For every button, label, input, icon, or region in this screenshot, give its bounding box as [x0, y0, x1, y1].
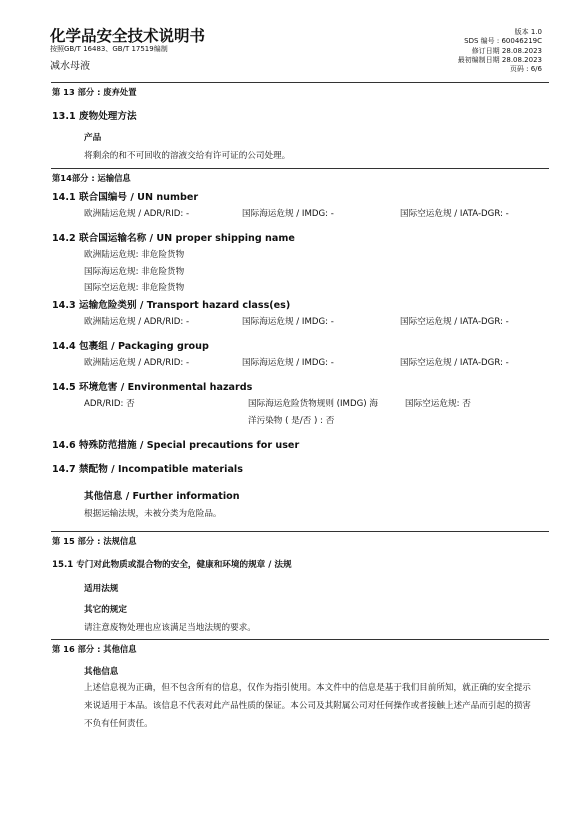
divider: [51, 639, 549, 640]
section-14-3-title: 14.3 运输危险类别 / Transport hazard class(es): [52, 300, 291, 311]
applicable-regulations-label: 适用法规: [84, 584, 119, 594]
imdg-marine-pollutant-cont: 洋污染物 ( 是/否 ) : 否: [248, 416, 335, 426]
section-13-1-title: 13.1 废物处理方法: [52, 111, 137, 122]
section-14-1-title: 14.1 联合国编号 / UN number: [52, 192, 199, 203]
iata-shipping-name: 国际空运危规: 非危险货物: [84, 283, 185, 293]
iata-value: 国际空运危规 / IATA-DGR: -: [400, 358, 509, 368]
standards-note: 按照GB/T 16483、GB/T 17519编制: [50, 45, 168, 53]
further-info-label: 其他信息 / Further information: [84, 491, 240, 502]
section-15-title: 第 15 部分 : 法规信息: [52, 536, 137, 546]
divider: [51, 168, 549, 169]
section-14-6-title: 14.6 特殊防范措施 / Special precautions for user: [52, 440, 300, 451]
product-label: 产品: [84, 133, 102, 143]
iata-env-hazard: 国际空运危规: 否: [405, 399, 471, 409]
iata-value: 国际空运危规 / IATA-DGR: -: [400, 209, 509, 219]
divider: [51, 82, 549, 83]
other-regulations-text: 请注意废物处理也应该满足当地法规的要求。: [84, 623, 256, 633]
section-14-7-title: 14.7 禁配物 / Incompatible materials: [52, 464, 243, 475]
section-16-title: 第 16 部分 : 其他信息: [52, 644, 137, 654]
imdg-value: 国际海运危规 / IMDG: -: [242, 209, 334, 219]
adr-env-hazard: ADR/RID: 否: [84, 399, 135, 409]
revision-date: 修订日期 28.08.2023: [471, 46, 542, 55]
further-info-text: 根据运输法规，未被分类为危险品。: [84, 509, 222, 519]
adr-shipping-name: 欧洲陆运危规: 非危险货物: [84, 250, 185, 260]
adr-value: 欧洲陆运危规 / ADR/RID: -: [84, 317, 190, 327]
other-regulations-label: 其它的规定: [84, 605, 127, 615]
document-title: 化学品安全技术说明书: [50, 27, 206, 45]
section-14-title: 第14部分 : 运输信息: [52, 173, 131, 183]
disclaimer-text: 上述信息视为正确，但不包含所有的信息，仅作为指引使用。本文件中的信息是基于我们目前所知，就正确的安全提示来说适用于本品。该信息不代表对此产品性质的保证。本公司及其附属公司对任何操作或者接触上述产品而引起的损害不负有任何责任。: [84, 683, 531, 729]
other-info-label: 其他信息: [84, 667, 119, 677]
divider: [51, 531, 549, 532]
iata-value: 国际空运危规 / IATA-DGR: -: [400, 317, 509, 327]
sds-number: SDS 编号 : 60046219C: [464, 37, 542, 46]
adr-value: 欧洲陆运危规 / ADR/RID: -: [84, 209, 190, 219]
document-meta: [458, 28, 542, 74]
imdg-value: 国际海运危规 / IMDG: -: [242, 358, 334, 368]
section-14-5-title: 14.5 环境危害 / Environmental hazards: [52, 382, 253, 393]
product-disposal-text: 将剩余的和不可回收的溶液交给有许可证的公司处理。: [84, 151, 291, 161]
imdg-shipping-name: 国际海运危规: 非危险货物: [84, 267, 185, 277]
product-name: 减水母液: [50, 61, 90, 72]
imdg-value: 国际海运危规 / IMDG: -: [242, 317, 334, 327]
section-13-title: 第 13 部分 : 废弃处置: [52, 87, 137, 97]
first-edit-date: 最初编制日期 28.08.2023: [457, 55, 542, 64]
section-14-2-title: 14.2 联合国运输名称 / UN proper shipping name: [52, 233, 295, 244]
adr-value: 欧洲陆运危规 / ADR/RID: -: [84, 358, 190, 368]
imdg-marine-pollutant: 国际海运危险货物规则 (IMDG) 海: [248, 399, 378, 409]
section-14-4-title: 14.4 包裹组 / Packaging group: [52, 341, 209, 352]
section-15-1-title: 15.1 专门对此物质或混合物的安全，健康和环境的规章 / 法规: [52, 560, 292, 570]
version: 版本 1.0: [514, 28, 542, 36]
page-number: 页码 : 6/6: [509, 65, 542, 74]
